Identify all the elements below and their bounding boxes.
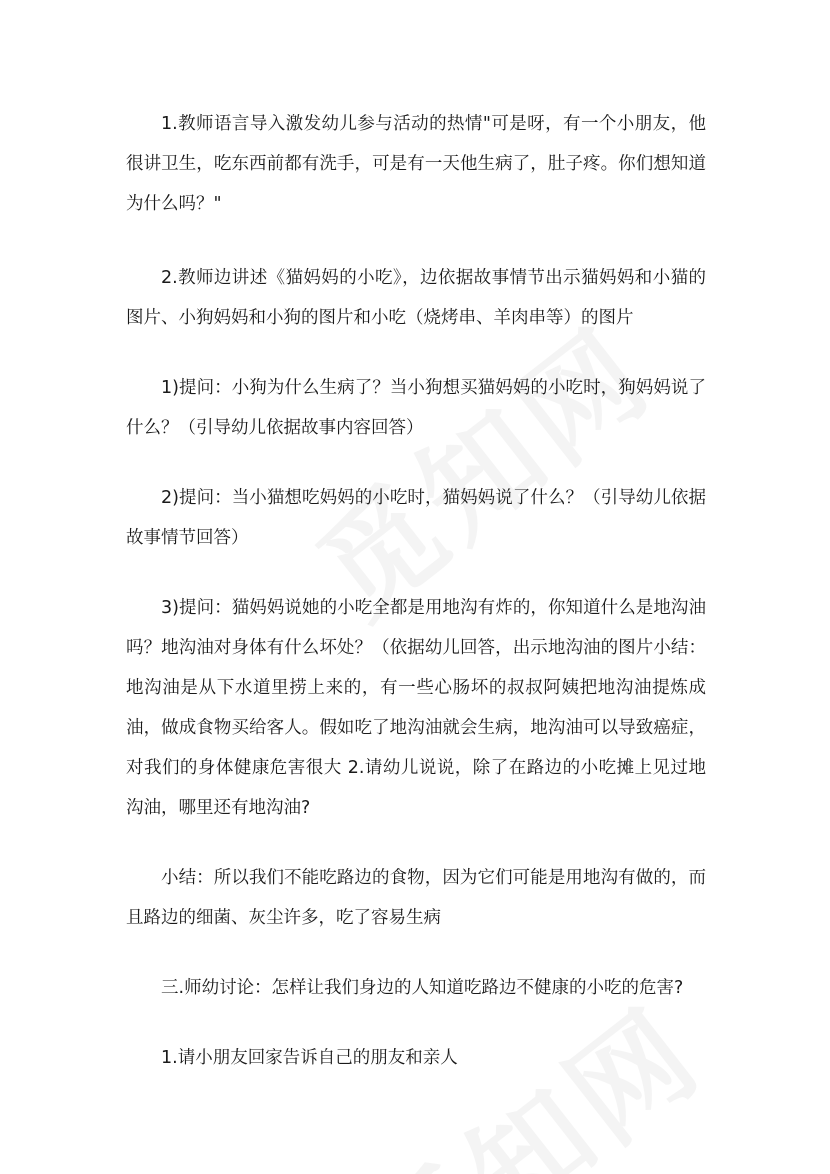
paragraph-question-2: 2)提问：当小猫想吃妈妈的小吃时，猫妈妈说了什么？（引导幼儿依据故事情节回答） bbox=[126, 488, 706, 548]
document-body bbox=[126, 104, 706, 1108]
paragraph-question-3: 3)提问：猫妈妈说她的小吃全都是用地沟有炸的，你知道什么是地沟油吗？地沟油对身体有什么坏处？（依据幼儿回答，出示地沟油的图片小结：地沟油是从下水道里捞上来的，有一些心肠坏的叔叔阿姨把地沟油提炼成油，做成食物买给客人。假如吃了地沟油就会生病，地沟油可以导致癌症，对我们的身体健康危害很大 2.请幼儿说说，除了在路边的小吃摊上见过地沟油，哪里还有地沟油? bbox=[126, 598, 706, 818]
paragraph-teacher-intro: 1.教师语言导入激发幼儿参与活动的热情"可是呀，有一个小朋友，他很讲卫生，吃东西前都有洗手，可是有一天他生病了，肚子疼。你们想知道为什么吗？" bbox=[126, 114, 706, 214]
paragraph-story-telling: 2.教师边讲述《猫妈妈的小吃》，边依据故事情节出示猫妈妈和小猫的图片、小狗妈妈和小狗的图片和小吃（烧烤串、羊肉串等）的图片 bbox=[126, 268, 706, 328]
paragraph-tell-family: 1.请小朋友回家告诉自己的朋友和亲人 bbox=[161, 1048, 458, 1068]
paragraph-question-1: 1)提问：小狗为什么生病了？当小狗想买猫妈妈的小吃时，狗妈妈说了什么？（引导幼儿依据故事内容回答） bbox=[126, 378, 706, 438]
paragraph-summary: 小结：所以我们不能吃路边的食物，因为它们可能是用地沟有做的，而且路边的细菌、灰尘许多，吃了容易生病 bbox=[126, 868, 706, 928]
paragraph-discussion: 三.师幼讨论：怎样让我们身边的人知道吃路边不健康的小吃的危害? bbox=[161, 978, 684, 998]
